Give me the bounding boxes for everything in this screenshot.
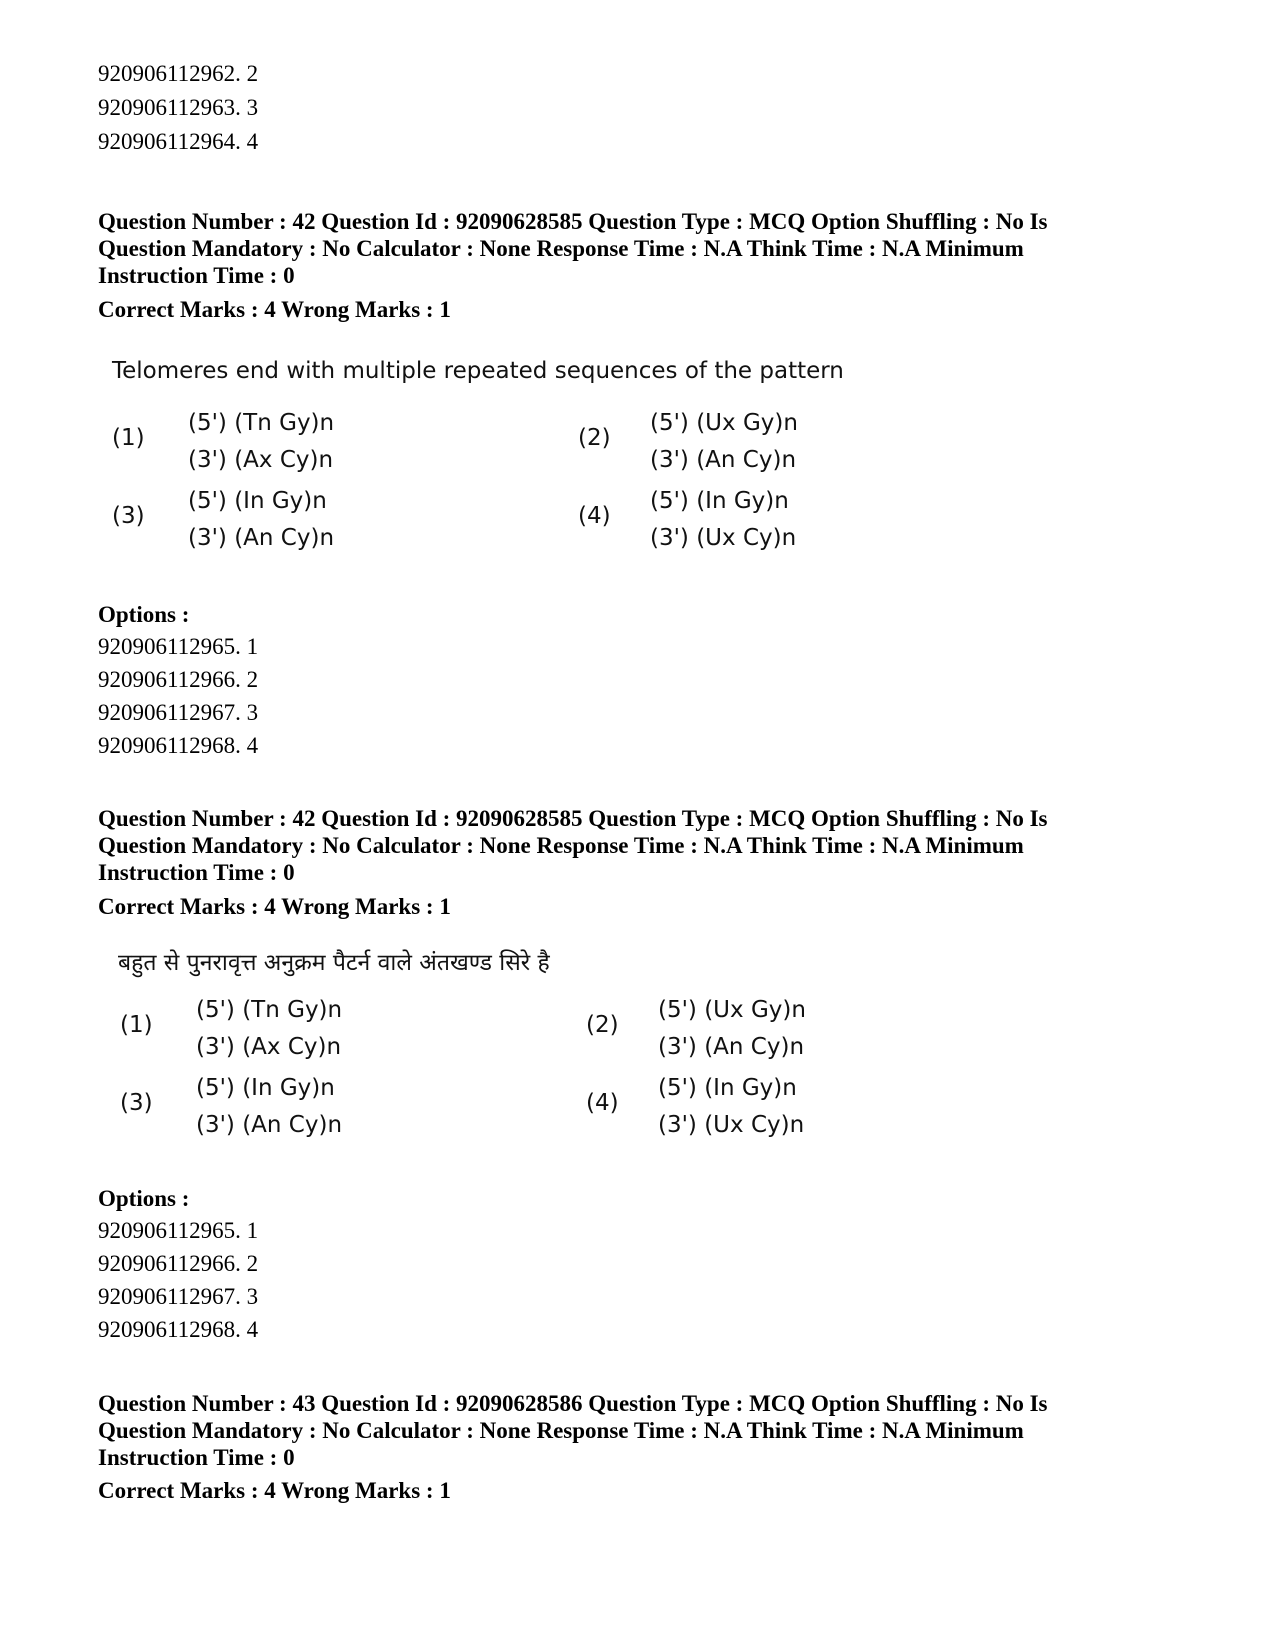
option-line: 920906112968. 4 <box>98 1317 259 1342</box>
choice-number: (1) <box>120 1012 153 1038</box>
choice-number: (3) <box>112 503 145 529</box>
question-image-hindi <box>98 937 838 1167</box>
marks-line: Correct Marks : 4 Wrong Marks : 1 <box>98 894 451 919</box>
question-image-english <box>98 350 844 580</box>
option-line: 920906112962. 2 <box>98 61 259 86</box>
choice-sequence: (5') (Ux Gy)n (3') (An Cy)n <box>658 997 806 1060</box>
option-line: 920906112964. 4 <box>98 129 259 154</box>
choice-sequence: (5') (In Gy)n (3') (Ux Cy)n <box>650 488 797 551</box>
choice-number: (2) <box>586 1012 619 1038</box>
choice-sequence: (5') (Tn Gy)n (3') (Ax Cy)n <box>196 997 343 1060</box>
marks-line: Correct Marks : 4 Wrong Marks : 1 <box>98 297 451 322</box>
choice-sequence: (5') (Ux Gy)n (3') (An Cy)n <box>650 410 798 473</box>
question-text: Telomeres end with multiple repeated sequences of the pattern <box>112 358 844 384</box>
question-header-line: Instruction Time : 0 <box>98 1445 295 1470</box>
question-text: बहुत से पुनरावृत्त अनुक्रम पैटर्न वाले अंतखण्ड सिरे है <box>118 950 550 976</box>
question-header-line: Question Number : 43 Question Id : 92090628586 Question Type : MCQ Option Shuffling : No Is <box>98 1391 1048 1416</box>
option-line: 920906112963. 3 <box>98 95 259 120</box>
choice-number: (1) <box>112 425 145 451</box>
option-line: 920906112966. 2 <box>98 667 259 692</box>
choice-sequence: (5') (In Gy)n (3') (An Cy)n <box>196 1075 343 1138</box>
choice-number: (4) <box>578 503 611 529</box>
options-label: Options : <box>98 1186 190 1211</box>
option-line: 920906112968. 4 <box>98 733 259 758</box>
choice-number: (2) <box>578 425 611 451</box>
choice-number: (4) <box>586 1090 619 1116</box>
option-line: 920906112965. 1 <box>98 1218 259 1243</box>
question-header-line: Question Mandatory : No Calculator : None Response Time : N.A Think Time : N.A Minimum <box>98 833 1024 858</box>
question-header-line: Instruction Time : 0 <box>98 263 295 288</box>
question-header-line: Question Number : 42 Question Id : 92090628585 Question Type : MCQ Option Shuffling : No Is <box>98 209 1048 234</box>
options-label: Options : <box>98 602 190 627</box>
choice-sequence: (5') (In Gy)n (3') (An Cy)n <box>188 488 335 551</box>
question-header-line: Question Mandatory : No Calculator : None Response Time : N.A Think Time : N.A Minimum <box>98 1418 1024 1443</box>
option-line: 920906112966. 2 <box>98 1251 259 1276</box>
question-header-line: Instruction Time : 0 <box>98 860 295 885</box>
choice-number: (3) <box>120 1090 153 1116</box>
question-header-line: Question Number : 42 Question Id : 92090628585 Question Type : MCQ Option Shuffling : No Is <box>98 806 1048 831</box>
marks-line: Correct Marks : 4 Wrong Marks : 1 <box>98 1478 451 1503</box>
option-line: 920906112967. 3 <box>98 700 259 725</box>
question-header-line: Question Mandatory : No Calculator : None Response Time : N.A Think Time : N.A Minimum <box>98 236 1024 261</box>
option-line: 920906112967. 3 <box>98 1284 259 1309</box>
choice-sequence: (5') (Tn Gy)n (3') (Ax Cy)n <box>188 410 335 473</box>
option-line: 920906112965. 1 <box>98 634 259 659</box>
choice-sequence: (5') (In Gy)n (3') (Ux Cy)n <box>658 1075 805 1138</box>
